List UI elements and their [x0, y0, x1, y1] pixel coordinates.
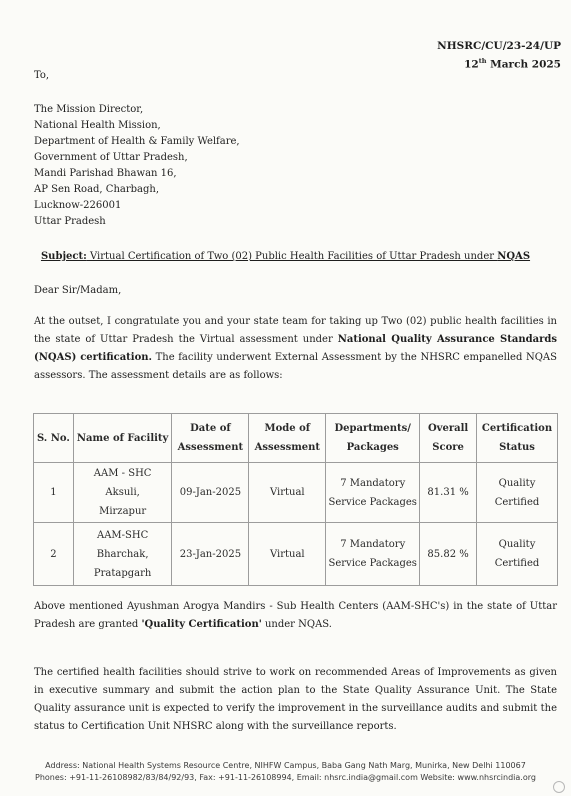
- letterhead-footer: [0, 760, 571, 784]
- header-mode: Mode of Assessment: [249, 414, 326, 463]
- address-line: Mandi Parishad Bhawan 16,: [34, 168, 177, 179]
- dept-line: Service Packages: [328, 496, 417, 508]
- date-day: 12: [464, 58, 479, 71]
- subject-label: Subject:: [40, 251, 87, 262]
- intro-paragraph: [34, 313, 557, 385]
- address-line: Lucknow-226001: [34, 200, 122, 211]
- address-line: National Health Mission,: [34, 120, 161, 131]
- reference-block: [437, 39, 561, 73]
- cell-departments: [326, 523, 420, 586]
- facility-line: Pratapgarh: [93, 567, 152, 579]
- footer-address: Address: National Health Systems Resource Centre, NIHFW Campus, Baba Gang Nath Marg, Munirka, New Delhi 110067: [45, 761, 526, 770]
- dept-line: Service Packages: [328, 558, 417, 569]
- intro-text-end: The facility underwent External Assessment by the NHSRC empanelled NQAS assessors. The assessment details are as follows:: [34, 352, 557, 381]
- cell-date: 23-Jan-2025: [172, 523, 249, 586]
- certification-bold: 'Quality Certification': [141, 619, 262, 630]
- certification-text-end: under NQAS.: [261, 619, 332, 630]
- subject-text: Virtual Certification of Two (02) Public Health Facilities of Uttar Pradesh under: [86, 251, 498, 262]
- subject-line: [0, 251, 571, 262]
- certification-paragraph: [34, 598, 557, 634]
- cell-facility: [73, 463, 172, 523]
- cell-status: [477, 523, 558, 586]
- seal-icon: [553, 781, 565, 793]
- cell-score: 85.82 %: [420, 523, 477, 586]
- table-row: [34, 463, 558, 523]
- header-facility: Name of Facility: [73, 414, 172, 463]
- recipient-address: [34, 102, 240, 230]
- facility-line: AAM-SHC: [96, 529, 149, 541]
- cell-mode: Virtual: [249, 463, 326, 523]
- letter-date: [437, 54, 561, 73]
- cell-sno: 1: [34, 463, 74, 523]
- address-line: AP Sen Road, Charbagh,: [34, 184, 160, 195]
- status-line: Certified: [494, 558, 540, 569]
- date-month-year: March 2025: [486, 58, 561, 71]
- intro-bold: National Quality Assurance Standards (NQAS) certification.: [34, 334, 557, 363]
- header-sno: S. No.: [34, 414, 74, 463]
- cell-score: 81.31 %: [420, 463, 477, 523]
- subject-nqas: NQAS: [497, 251, 531, 262]
- address-line: The Mission Director,: [34, 104, 144, 115]
- footer-contacts: Phones: +91-11-26108982/83/84/92/93, Fax: +91-11-26108994, Email: nhsrc.india@gmail.com Website: www.nhsrcindia.org: [35, 773, 536, 782]
- dept-line: 7 Mandatory: [340, 477, 406, 489]
- cell-departments: [326, 463, 420, 523]
- assessment-table: [33, 413, 558, 586]
- status-line: Quality: [498, 477, 536, 489]
- cell-facility: [73, 523, 172, 586]
- table-row: [34, 523, 558, 586]
- header-date: Date of Assessment: [172, 414, 249, 463]
- improvement-paragraph: The certified health facilities should strive to work on recommended Areas of Improvements as given in executive summary and submit the action plan to the State Quality Assurance Unit. The State Quality assurance unit is expected to verify the improvement in the surveillance audits and submit the status to Certification Unit NHSRC along with the surveillance reports.: [34, 667, 557, 732]
- header-departments: Departments/ Packages: [326, 414, 420, 463]
- facility-line: AAM - SHC Aksuli,: [93, 468, 152, 498]
- status-line: Certified: [494, 496, 540, 508]
- facility-line: Mirzapur: [99, 506, 147, 517]
- cell-sno: 2: [34, 523, 74, 586]
- header-status: Certification Status: [477, 414, 558, 463]
- date-suffix: th: [478, 57, 487, 65]
- facility-line: Bharchak,: [96, 548, 149, 560]
- header-score: Overall Score: [420, 414, 477, 463]
- dept-line: 7 Mandatory: [340, 539, 406, 550]
- cell-status: [477, 463, 558, 523]
- status-line: Quality: [498, 539, 536, 550]
- intro-text: At the outset, I congratulate you and your state team for taking up Two (02) public health facilities in the state of Uttar Pradesh the Virtual assessment under: [34, 316, 557, 345]
- to-label: To,: [34, 70, 50, 81]
- address-line: Department of Health & Family Welfare,: [34, 136, 240, 147]
- cell-mode: Virtual: [249, 523, 326, 586]
- reference-number: NHSRC/CU/23-24/UP: [437, 40, 561, 52]
- greeting: Dear Sir/Madam,: [34, 285, 122, 296]
- cell-date: 09-Jan-2025: [172, 463, 249, 523]
- certification-text: Above mentioned Ayushman Arogya Mandirs - Sub Health Centers (AAM-SHC's) in the state of Uttar Pradesh are granted: [34, 601, 557, 630]
- address-line: Uttar Pradesh: [34, 216, 106, 227]
- table-header-row: [34, 414, 558, 463]
- address-line: Government of Uttar Pradesh,: [34, 152, 188, 163]
